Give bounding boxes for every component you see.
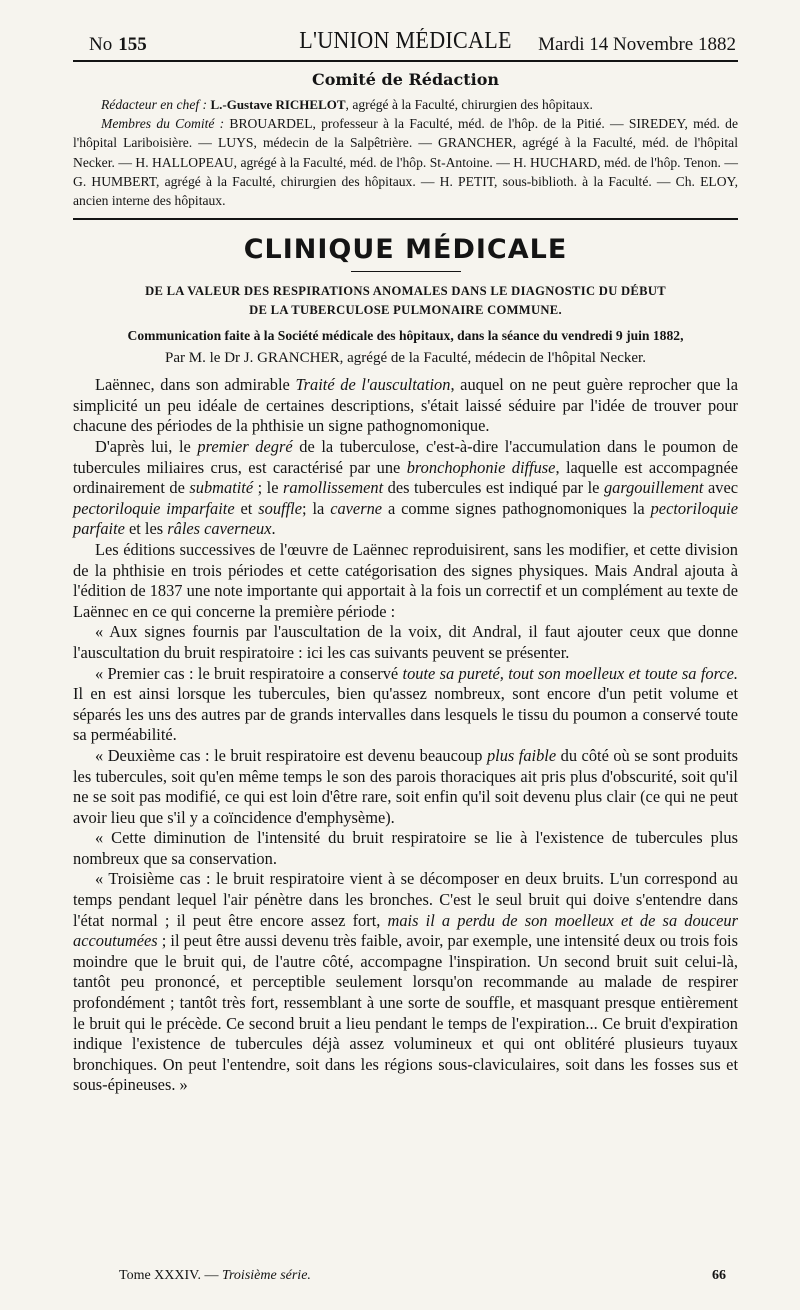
italic-run: caverne — [330, 498, 383, 518]
paragraph — [73, 375, 738, 437]
italic-run: plus faible — [486, 745, 557, 765]
text-run: « Cette diminution de l'intensité du bruit respiratoire se lie à l'existence de tubercules plus nombreux que sa conservation. — [73, 828, 738, 868]
text-run: D'après lui, le — [95, 437, 198, 456]
text-run: « Aux signes fournis par l'auscultation de la voix, dit Andral, il faut ajouter ceux que donne l'auscultation du bruit respiratoire : ici les cas suivants peuvent se présenter. — [73, 622, 738, 662]
text-run: Les éditions successives de l'œuvre de Laënnec reproduisirent, sans les modifier, et cette division de la phthisie en trois périodes et cette catégorisation des signes physiques. Mais Andral ajouta à l'édition de 1837 une note importante qui apportait à la fois un correctif et un complément au texte de Laënnec en ce qui concerne la première période : — [73, 539, 738, 621]
paragraph — [73, 869, 738, 1096]
journal-title: L'UNION MÉDICALE — [299, 28, 512, 54]
text-run: et les — [124, 519, 168, 539]
article-title-line2: DE LA TUBERCULOSE PULMONAIRE COMMUNE. — [249, 303, 562, 318]
comite-title: Comité de Rédaction — [311, 70, 500, 89]
italic-run: gargouillement — [603, 478, 704, 498]
text-run: , laquelle est accompagnée ordinairement de — [73, 457, 738, 498]
text-run: des tubercules est indiqué par le — [383, 478, 604, 498]
italic-run: ramollissement — [283, 478, 384, 498]
membres-text: Membres du Comité : BROUARDEL, professeur à la Faculté, méd. de l'hôp. de la Pitié. — SIREDEY, méd. de l'hôpital Lariboisière. — LUYS, médecin de la Salpêtrière. — GRANCHER, agrégé à la Faculté, méd. de l'hôpital Necker. — H. HALLOPEAU, agrégé à la Faculté, méd. de l'hôp. St-Antoine. — H. HUCHARD, méd. de l'hôp. Tenon. — G. HUMBERT, agrégé à la Faculté, chirurgien des hôpitaux. — H. PETIT, sous-biblioth. à la Faculté. — Ch. ELOY, ancien interne des hôpitaux. — [73, 116, 738, 209]
paragraph — [73, 622, 738, 663]
tome-label: Tome XXXIV. — Troisième série. — [119, 1268, 311, 1283]
italic-run: Traité de l'auscultation — [295, 375, 451, 395]
italic-run: mais il a perdu de son moelleux et de sa douceur accoutumées — [73, 910, 739, 951]
communication-line: Communication faite à la Société médicale des hôpitaux, dans la séance du vendredi 9 juin 1882, — [127, 328, 684, 344]
text-run: a comme signes pathognomoniques la — [382, 498, 651, 518]
italic-run: souffle — [258, 498, 302, 518]
comite-rule — [73, 218, 738, 220]
section-rule — [351, 271, 461, 272]
italic-run: pectoriloquie imparfaite — [73, 498, 235, 518]
italic-run: râles caverneux — [167, 519, 272, 539]
comite-block — [73, 95, 738, 210]
italic-run: submatité — [189, 478, 254, 498]
text-run: du côté où se sont produits les tubercules, soit qu'en même temps le son des parois thoraciques ait pris plus d'obscurité, soit qu'il ne se soit pas modifié, ce qui est loin d'être rare, soit enfin qu'il soit devenu plus clair (ce qui ne peut avoir lieu que s'il y a coïncidence d'emphysème). — [73, 745, 739, 827]
text-run: ; il peut être aussi devenu très faible, avoir, par exemple, une intensité deux ou trois fois moindre que le bruit qui, de l'autre côté, accompagne l'inspiration. Un second bruit suit celui-là, tantôt peu prononcé, et perceptible seulement lorsqu'on recommande au malade de respirer profondément ; tantôt très fort, ressemblant à une sorte de souffle, et masquant presque entièrement le bruit qui le précède. Ce second bruit a lieu pendant le temps de l'expiration... Ce bruit d'expiration indique l'existence de tubercules déjà assez volumineux et qui ont oblitéré plusieurs tuyaux bronchiques. On peut l'entendre, soit dans les régions sous-claviculaires, soit dans les fosses sus et sous-épineuses. » — [73, 931, 738, 1095]
italic-run: pectoriloquie parfaite — [73, 498, 738, 539]
text-run: Laënnec, dans son admirable — [95, 375, 296, 395]
text-run: ; la — [301, 498, 331, 518]
page-number: 66 — [712, 1268, 726, 1283]
paragraph — [73, 828, 738, 869]
author-line: Par M. le Dr J. GRANCHER, agrégé de la Faculté, médecin de l'hôpital Necker. — [165, 350, 646, 367]
text-run: Il en est ainsi lorsque les tubercules, bien qu'assez nombreux, sont encore d'un petit volume et séparés les uns des autres par de grands intervalles dans lesquels le tissu du poumon a conservé toute sa perméabilité. — [73, 684, 738, 745]
text-run: « Troisième cas : le bruit respiratoire vient à se décomposer en deux bruits. L'un correspond au temps pendant lequel l'air pénètre dans les bronches. C'est le seul bruit qui doive s'entendre dans l'état normal ; il peut être encore assez fort, — [73, 869, 738, 930]
paragraph — [73, 540, 738, 622]
redacteur-line: Rédacteur en chef : L.-Gustave RICHELOT, agrégé à la Faculté, chirurgien des hôpitaux. — [101, 97, 593, 112]
section-title: CLINIQUE MÉDICALE — [243, 234, 568, 266]
header-rule — [73, 60, 738, 62]
text-run: . — [271, 519, 276, 539]
article-body — [73, 375, 738, 1096]
text-run: et — [234, 498, 259, 518]
issue-date: Mardi 14 Novembre 1882 — [538, 34, 736, 55]
text-run: ; le — [253, 478, 283, 498]
paragraph — [73, 664, 738, 746]
page — [73, 20, 738, 1096]
text-run: avec — [703, 478, 738, 498]
italic-run: premier degré — [197, 437, 293, 456]
text-run: « Premier cas : le bruit respiratoire a conservé — [95, 663, 403, 683]
italic-run: bronchophonie diffuse — [406, 457, 556, 477]
italic-run: toute sa pureté, tout son moelleux et toute sa force. — [402, 663, 738, 683]
text-run: de la tuberculose, c'est-à-dire l'accumulation dans le poumon de tubercules miliaires crus, est caractérisé par une — [73, 437, 738, 477]
running-header — [73, 20, 738, 60]
text-run: , auquel on ne peut guère reprocher que la simplicité un peu idéale de certaines descriptions, s'était laissé séduire par l'idée de trouver pour chacune des périodes de la phthisie un signe pathognomonique. — [73, 375, 739, 436]
paragraph — [73, 746, 738, 828]
paragraph — [73, 437, 738, 540]
issue-number: No 155 — [89, 34, 147, 55]
article-title-line1: DE LA VALEUR DES RESPIRATIONS ANOMALES DANS LE DIAGNOSTIC DU DÉBUT — [145, 284, 666, 299]
text-run: « Deuxième cas : le bruit respiratoire est devenu beaucoup — [95, 745, 487, 765]
